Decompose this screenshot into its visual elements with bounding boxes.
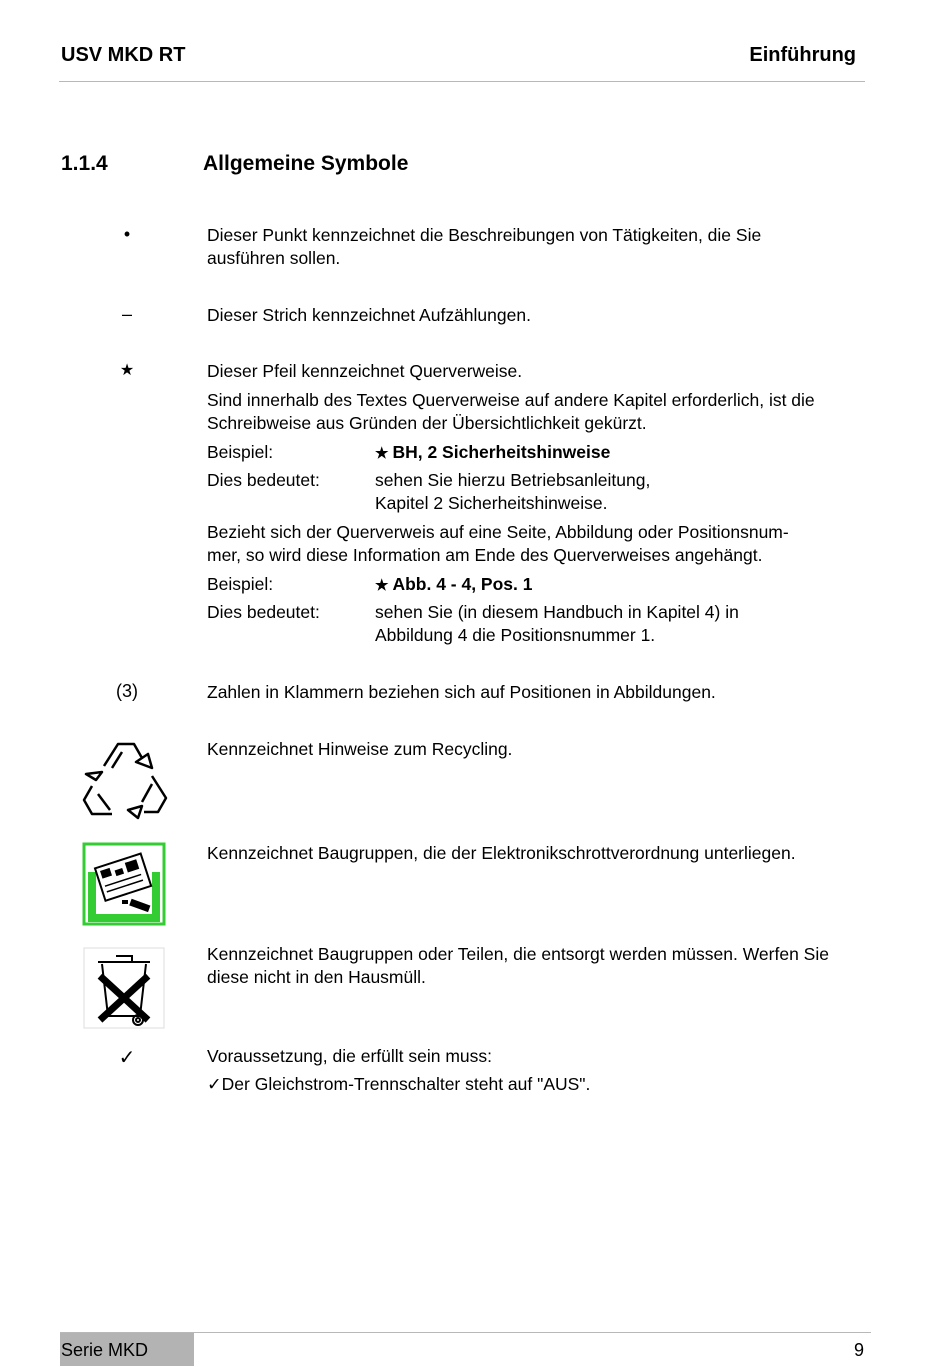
- meaning1-line1: sehen Sie hierzu Betriebsanleitung,: [375, 470, 651, 490]
- meaning2-line1: sehen Sie (in diesem Handbuch in Kapitel 4) in: [375, 602, 739, 622]
- star-symbol: ★: [119, 362, 135, 379]
- meaning2-line2: Abbildung 4 die Positionsnummer 1.: [375, 625, 656, 645]
- header-left: USV MKD RT: [61, 44, 186, 66]
- electronic-waste-icon: [82, 842, 166, 931]
- star-icon: ★: [375, 445, 389, 462]
- recycling-text: Kennzeichnet Hinweise zum Recycling.: [207, 739, 513, 759]
- crossed-bin-icon: [82, 946, 166, 1035]
- bullet-text: Dieser Punkt kennzeichnet die Beschreibungen von Tätigkeiten, die Sie ausführen sollen.: [207, 225, 762, 268]
- dash-text: Dieser Strich kennzeichnet Aufzählungen.: [207, 305, 531, 325]
- section-title: Allgemeine Symbole: [203, 152, 409, 175]
- section-number: 1.1.4: [61, 152, 108, 175]
- meaning1-line2: Kapitel 2 Sicherheitshinweise.: [375, 493, 608, 513]
- recycling-icon: [82, 738, 168, 825]
- dash-symbol: –: [121, 304, 132, 324]
- check-icon: ✓: [118, 1047, 136, 1069]
- bullet-symbol: •: [123, 224, 131, 244]
- star-icon: ★: [375, 577, 389, 594]
- disposal-text: Kennzeichnet Baugruppen oder Teilen, die entsorgt werden müssen. Werfen Sie diese nicht in den Hausmüll.: [207, 944, 829, 987]
- header-right: Einführung: [749, 44, 856, 66]
- example2-label: Beispiel:: [207, 574, 274, 594]
- footer-left: Serie MKD: [61, 1340, 149, 1360]
- arrow-para1: Sind innerhalb des Textes Querverweise auf andere Kapitel erforderlich, ist die Schreibweise aus Gründen der Übersichtlichkeit gekürzt.: [207, 390, 815, 433]
- example1-label: Beispiel:: [207, 442, 274, 462]
- page-number: 9: [853, 1340, 864, 1360]
- example1-value: ★ BH, 2 Sicherheitshinweise: [375, 442, 611, 462]
- numbers-text: Zahlen in Klammern beziehen sich auf Positionen in Abbildungen.: [207, 682, 716, 702]
- meaning2-label: Dies bedeutet:: [207, 602, 320, 622]
- check-line1: Voraussetzung, die erfüllt sein muss:: [207, 1046, 493, 1066]
- check-line2: ✓Der Gleichstrom-Trennschalter steht auf "AUS".: [207, 1074, 591, 1094]
- meaning1-label: Dies bedeutet:: [207, 470, 320, 490]
- arrow-line1: Dieser Pfeil kennzeichnet Querverweise.: [207, 361, 523, 381]
- arrow-para2-line2: mer, so wird diese Information am Ende des Querverweises angehängt.: [207, 545, 763, 565]
- check-mark-icon: ✓: [207, 1074, 222, 1094]
- header-rule: [59, 81, 865, 82]
- example2-value: ★ Abb. 4 - 4, Pos. 1: [375, 574, 533, 594]
- numbers-symbol: (3): [116, 681, 138, 701]
- electronic-text: Kennzeichnet Baugruppen, die der Elektronikschrottverordnung unterliegen.: [207, 843, 796, 863]
- arrow-para2-line1: Bezieht sich der Querverweis auf eine Seite, Abbildung oder Positionsnum-: [207, 522, 789, 542]
